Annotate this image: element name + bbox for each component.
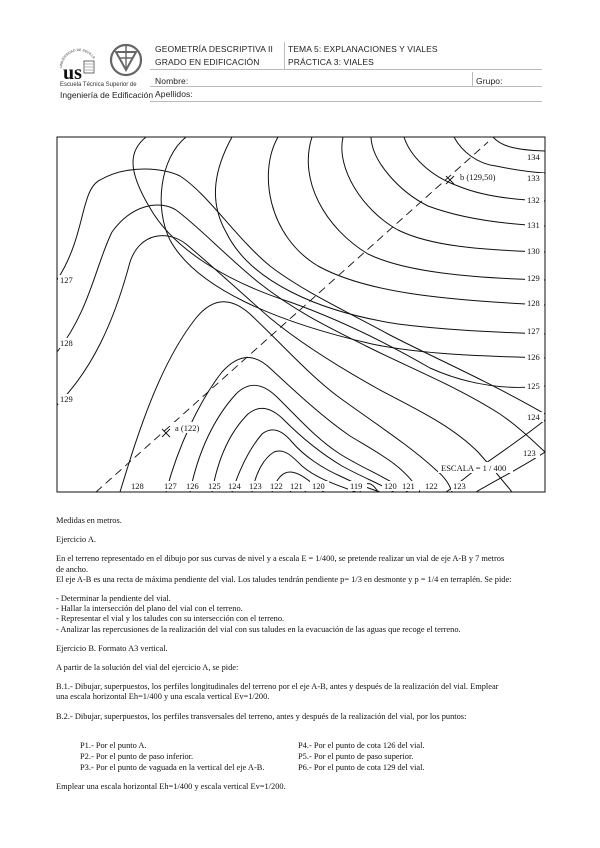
elevation-label: 127: [60, 275, 73, 285]
elevation-label: 129: [527, 273, 540, 283]
exercise-a-para-1a: En el terreno representado en el dibujo por sus curvas de nivel y a escala E = 1/400, se pretende realizar un vial de eje A-B y 7 metros: [56, 554, 505, 564]
elevation-label: 128: [131, 481, 144, 491]
topic-title: TEMA 5: EXPLANACIONES Y VIALES: [288, 44, 438, 54]
elevation-label: 133: [527, 173, 540, 183]
list-item: - Hallar la intersección del plano del vial con el terreno.: [56, 604, 243, 614]
elevation-label: 120: [384, 481, 397, 491]
exercise-b1-a: B.1.- Dibujar, superpuestos, los perfiles longitudinales del terreno por el eje A-B, antes y después de la realización del vial. Emplear: [56, 682, 499, 692]
scale-label: ESCALA = 1 / 400: [441, 463, 507, 473]
contour-132: [404, 137, 545, 201]
elevation-label: 123: [453, 481, 466, 491]
exercise-b-intro: A partir de la solución del vial del ejercicio A, se pide:: [56, 663, 239, 673]
list-item: - Representar el vial y los taludes con su intersección con el terreno.: [56, 614, 285, 624]
list-item: P4.- Por el punto de cota 126 del vial.: [298, 741, 425, 750]
list-item: - Analizar las repercusiones de la realización del vial con sus taludes en la evacuación de las aguas que recoge el terreno.: [56, 624, 461, 634]
exercise-b1-b: una escala horizontal Eh=1/400 y una escala vertical Ev=1/200.: [56, 692, 270, 702]
course-title: GEOMETRÍA DESCRIPTIVA II: [155, 44, 273, 54]
exercise-b-title: Ejercicio B. Formato A3 vertical.: [56, 643, 168, 653]
elevation-label: 123: [523, 448, 536, 458]
elevation-label: 122: [270, 481, 283, 491]
map-frame: [57, 137, 545, 492]
contour-126-bowl: [190, 385, 408, 492]
list-item: P3.- Por el punto de vaguada en la vertical del eje A-B.: [80, 763, 265, 772]
elevation-label: 132: [527, 195, 540, 205]
axis-a-b: [96, 142, 488, 492]
exercise-a-para-2: El eje A-B es una recta de máxima pendiente del vial. Los taludes tendrán pendiente p= 1/3 en desmonte y p = 1/4 en terraplén. Se pide:: [56, 574, 512, 584]
list-item: P1.- Por el punto A.: [80, 741, 147, 750]
school-line-1: Escuela Técnica Superior de: [60, 82, 137, 88]
svg-text:us: us: [63, 62, 82, 84]
elevation-label: 127: [527, 326, 540, 336]
contour-134: [493, 137, 545, 151]
closing-text: Emplear una escala horizontal Eh=1/400 y escala vertical Ev=1/200.: [56, 782, 286, 791]
exercise-text: [56, 516, 556, 722]
university-arc-text: UNIVERSIDAD DE SEVILLA: [58, 47, 96, 69]
left-elevation-labels: [58, 275, 77, 404]
group-label: Grupo:: [476, 76, 503, 86]
list-item: P5.- Por el punto de paso superior.: [298, 752, 414, 761]
point-a-mark: [162, 429, 170, 437]
points-right-column: [298, 740, 425, 773]
elevation-label: 124: [527, 412, 540, 422]
elevation-label: 134: [527, 152, 540, 162]
contour-127-upper: [215, 137, 545, 334]
elevation-label: 121: [402, 481, 415, 491]
bottom-elevation-labels: [129, 481, 470, 491]
name-label: Nombre:: [155, 76, 189, 86]
point-a-label: a (122): [175, 423, 200, 433]
elevation-label: 129: [60, 394, 73, 404]
elevation-label: 126: [186, 481, 199, 491]
exercise-b2: B.2.- Dibujar, superpuestos, los perfiles transversales del terreno, antes y después de la realización del vial, por los puntos:: [56, 711, 467, 721]
elevation-label: 123: [249, 481, 262, 491]
degree-title: GRADO EN EDIFICACIÓN: [155, 57, 260, 67]
school-line-2: Ingeniería de Edificación: [60, 90, 154, 100]
elevation-label: 125: [208, 481, 221, 491]
elevation-label: 128: [60, 338, 73, 348]
contour-128-left: [57, 205, 545, 452]
list-item: P6.- Por el punto de cota 129 del vial.: [298, 763, 425, 772]
elevation-label: 128: [527, 298, 540, 308]
elevation-label: 127: [164, 481, 177, 491]
practice-title: PRÁCTICA 3: VIALES: [288, 57, 374, 67]
point-b-label: b (129,50): [460, 172, 496, 182]
elevation-label: 124: [228, 481, 241, 491]
elevation-label: 122: [425, 481, 438, 491]
exercise-a-title: Ejercicio A.: [56, 535, 96, 545]
right-elevation-labels: [521, 152, 544, 458]
list-item: P2.- Por el punto de paso inferior.: [80, 752, 194, 761]
surname-label: Apellidos:: [155, 89, 193, 99]
elevation-label: 120: [312, 481, 325, 491]
elevation-label: 125: [527, 381, 540, 391]
list-item: - Determinar la pendiente del vial.: [56, 594, 171, 604]
elevation-label: 130: [527, 246, 540, 256]
contour-129-left: [57, 236, 512, 492]
contour-130: [342, 137, 545, 252]
points-left-column: [80, 740, 264, 773]
exercise-a-para-1b: de ancho.: [56, 564, 89, 574]
contour-127-left: [57, 169, 545, 414]
units-note: Medidas en metros.: [56, 516, 122, 525]
exercise-a-list: [56, 594, 556, 635]
elevation-label: 121: [290, 481, 303, 491]
contour-129-upper: [308, 137, 545, 280]
elevation-label: 119: [350, 481, 363, 491]
elevation-label: 126: [527, 352, 540, 362]
contour-125-bowl: [212, 408, 394, 492]
elevation-label: 131: [527, 220, 540, 230]
contour-128-upper: [268, 137, 545, 305]
